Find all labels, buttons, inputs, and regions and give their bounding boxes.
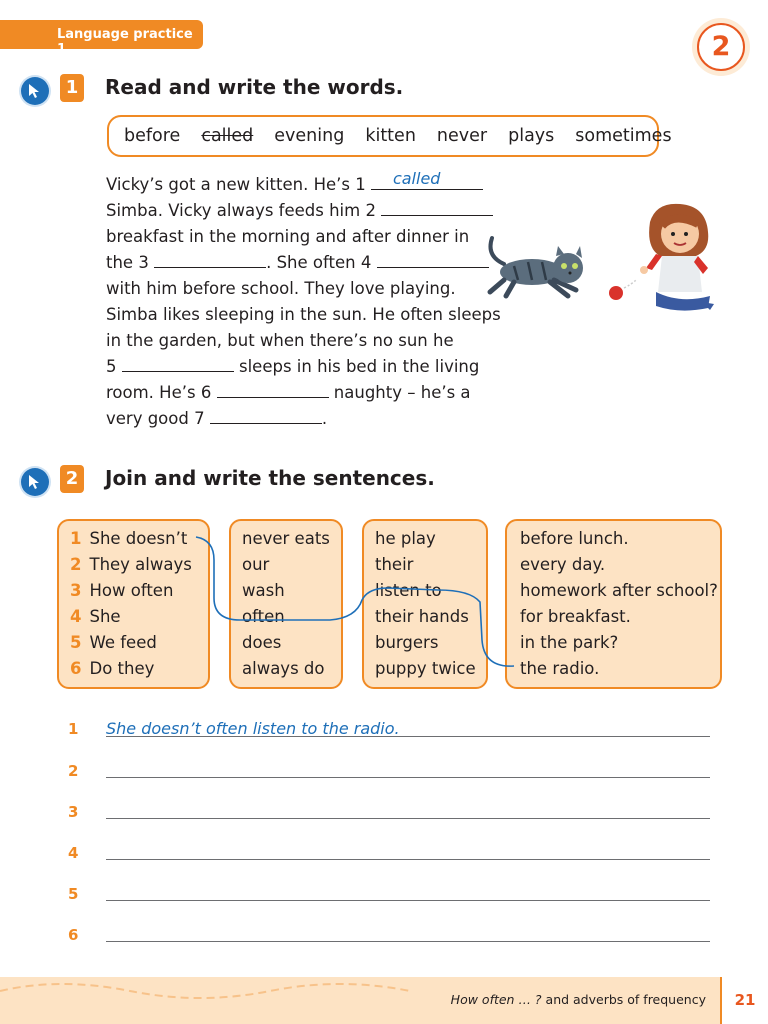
answer-number: 1 <box>68 720 79 738</box>
sentence-part: their hands <box>375 607 469 626</box>
sentence-part: our <box>242 555 270 574</box>
sentence-end-column <box>505 519 722 689</box>
word-bank-item: never <box>436 126 488 146</box>
gap-4-blank <box>377 253 489 268</box>
passage-line: with him before school. They love playing. <box>106 279 456 298</box>
sentence-part: often <box>242 607 285 626</box>
word-bank-item: before <box>124 126 181 146</box>
passage-line: in the garden, but when there’s no sun he <box>106 331 454 350</box>
gap-1-answer: called <box>392 169 441 188</box>
sentence-part: before lunch. <box>520 529 629 548</box>
sentence-part: 4 She <box>70 607 121 626</box>
answer-line <box>106 941 710 942</box>
section-tab <box>0 20 203 57</box>
sentence-start-column <box>57 519 210 689</box>
sentence-part: listen to <box>375 581 442 600</box>
passage-line: the 3 . She often 4 <box>106 253 498 272</box>
passage-line: Simba. Vicky always feeds him 2 <box>106 201 498 220</box>
answer-number: 6 <box>68 926 79 944</box>
sentence-part: 2 They always <box>70 555 192 574</box>
passage-line: Simba likes sleeping in the sun. He often sleeps <box>106 305 501 324</box>
footer-topic: How often … ? and adverbs of frequency <box>450 992 706 1007</box>
sentence-part: the radio. <box>520 659 600 678</box>
example-answer: She doesn’t often listen to the radio. <box>106 719 400 738</box>
gap-5-blank <box>122 357 234 372</box>
passage-line: breakfast in the morning and after dinner in <box>106 227 470 246</box>
answer-line <box>106 859 710 860</box>
answer-line <box>106 736 710 737</box>
girl-illustration <box>640 204 714 311</box>
word-bank-item: evening <box>274 126 345 146</box>
cursor-icon <box>21 468 49 496</box>
sentence-part: never eats <box>242 529 330 548</box>
passage-line: room. He’s 6 naughty – he’s a <box>106 383 471 402</box>
sentence-part: every day. <box>520 555 606 574</box>
exercise-2-number: 2 <box>60 465 84 493</box>
sentence-part: puppy twice <box>375 659 476 678</box>
object-column <box>362 519 488 689</box>
girl-and-kitten-illustration <box>484 196 724 316</box>
sentence-part: their <box>375 555 414 574</box>
kitten-illustration <box>490 238 583 296</box>
exercise-2-title: Join and write the sentences. <box>105 466 435 490</box>
exercise-1-number: 1 <box>60 74 84 102</box>
page-footer <box>0 977 768 1024</box>
unit-number: 2 <box>697 23 745 71</box>
passage-line: 5 sleeps in his bed in the living <box>106 357 480 376</box>
page-number: 21 <box>720 977 768 1024</box>
passage-line: Vicky’s got a new kitten. He’s 1 called <box>106 175 498 194</box>
cursor-icon <box>21 77 49 105</box>
answer-line <box>106 777 710 778</box>
answer-line <box>106 818 710 819</box>
adverb-verb-column <box>229 519 343 689</box>
sentence-part: in the park? <box>520 633 619 652</box>
gap-1-blank <box>371 169 483 190</box>
word-bank-item: plays <box>508 126 555 146</box>
sentence-part: 3 How often <box>70 581 174 600</box>
answer-number: 4 <box>68 844 79 862</box>
sentence-part: 1 She doesn’t <box>70 529 188 548</box>
passage-line: very good 7 . <box>106 409 328 428</box>
gap-2-blank <box>381 201 493 216</box>
gap-6-blank <box>217 383 329 398</box>
sentence-part: for breakfast. <box>520 607 631 626</box>
answer-number: 3 <box>68 803 79 821</box>
ball-illustration <box>609 280 636 300</box>
word-bank-item: kitten <box>365 126 416 146</box>
sentence-part: wash <box>242 581 285 600</box>
sentence-part: burgers <box>375 633 439 652</box>
sentence-part: 6 Do they <box>70 659 155 678</box>
sentence-part: he play <box>375 529 436 548</box>
word-bank-item: sometimes <box>575 126 672 146</box>
answer-number: 5 <box>68 885 79 903</box>
word-bank <box>107 115 672 157</box>
answer-line <box>106 900 710 901</box>
sentence-part: does <box>242 633 282 652</box>
section-tab-label: Language practice 1 <box>57 27 193 57</box>
word-bank-item-crossed: called <box>201 126 254 146</box>
sentence-part: homework after school? <box>520 581 718 600</box>
sentence-part: always do <box>242 659 325 678</box>
answer-number: 2 <box>68 762 79 780</box>
gap-3-blank <box>154 253 266 268</box>
exercise-1-title: Read and write the words. <box>105 75 404 99</box>
sentence-part: 5 We feed <box>70 633 157 652</box>
gap-7-blank <box>210 409 322 424</box>
unit-badge <box>692 18 750 76</box>
